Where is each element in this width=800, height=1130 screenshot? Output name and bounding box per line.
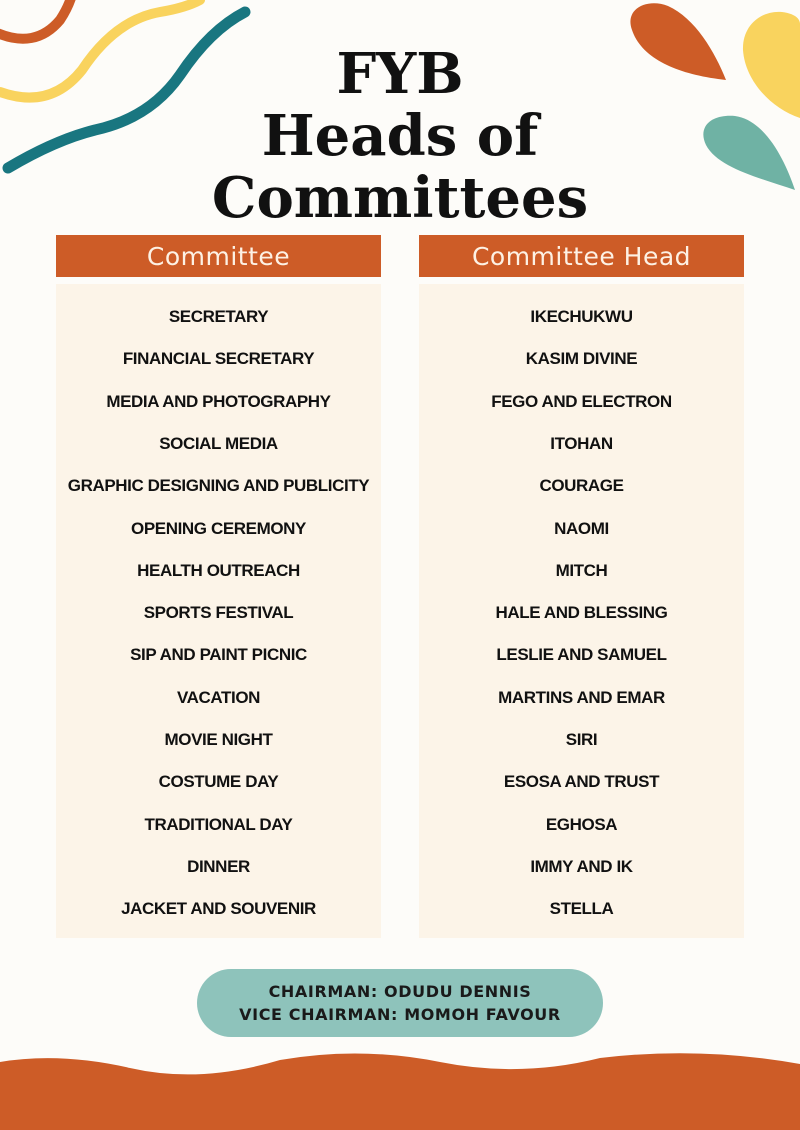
committee-head-cell: MARTINS AND EMAR (498, 688, 665, 707)
committee-head-cell: ITOHAN (550, 434, 613, 453)
committee-head-cell: FEGO AND ELECTRON (491, 392, 672, 411)
title-line-1: FYB (336, 41, 464, 107)
title-line-2: Heads of (261, 103, 539, 169)
committee-head-cell: IMMY AND IK (530, 857, 633, 876)
committee-cell: HEALTH OUTREACH (137, 561, 300, 580)
committee-cell: VACATION (176, 688, 261, 707)
committee-cell: COSTUME DAY (158, 772, 279, 791)
committee-cell: MEDIA AND PHOTOGRAPHY (106, 392, 331, 411)
bottom-wave-decoration (0, 1053, 800, 1130)
committee-cell: DINNER (187, 857, 250, 876)
committee-head-cell: HALE AND BLESSING (495, 603, 668, 622)
committee-cell: OPENING CEREMONY (131, 519, 306, 538)
title-line-3: Committees (211, 165, 589, 231)
committee-cell: FINANCIAL SECRETARY (122, 349, 315, 368)
committee-head-cell: LESLIE AND SAMUEL (496, 645, 667, 664)
committee-head-cell: NAOMI (554, 519, 609, 538)
committee-cell: GRAPHIC DESIGNING AND PUBLICITY (67, 476, 370, 495)
committee-cell: SECRETARY (168, 307, 269, 326)
committee-cell: SPORTS FESTIVAL (143, 603, 294, 622)
committee-head-cell: STELLA (549, 899, 614, 918)
committee-head-cell: SIRI (565, 730, 598, 749)
committee-cell: SOCIAL MEDIA (159, 434, 278, 453)
committee-head-cell: ESOSA AND TRUST (503, 772, 660, 791)
committee-cell: SIP AND PAINT PICNIC (130, 645, 307, 664)
committee-head-cell: KASIM DIVINE (525, 349, 638, 368)
committee-head-column (419, 284, 744, 938)
vice-chairman-text: VICE CHAIRMAN: MOMOH FAVOUR (239, 1005, 561, 1024)
committee-cell: JACKET AND SOUVENIR (121, 899, 316, 918)
committee-column-header: Committee (56, 235, 381, 277)
chairman-text: CHAIRMAN: ODUDU DENNIS (268, 982, 532, 1001)
committee-head-cell: IKECHUKWU (530, 307, 633, 326)
leadership-badge (197, 969, 603, 1037)
committee-head-cell: MITCH (555, 561, 608, 580)
committee-column (56, 284, 381, 938)
committee-cell: TRADITIONAL DAY (144, 815, 293, 834)
orange-wave-decoration (0, 0, 72, 39)
committee-head-cell: COURAGE (539, 476, 624, 495)
committee-head-column-header: Committee Head (419, 235, 744, 277)
committee-cell: MOVIE NIGHT (164, 730, 273, 749)
committee-head-cell: EGHOSA (545, 815, 618, 834)
